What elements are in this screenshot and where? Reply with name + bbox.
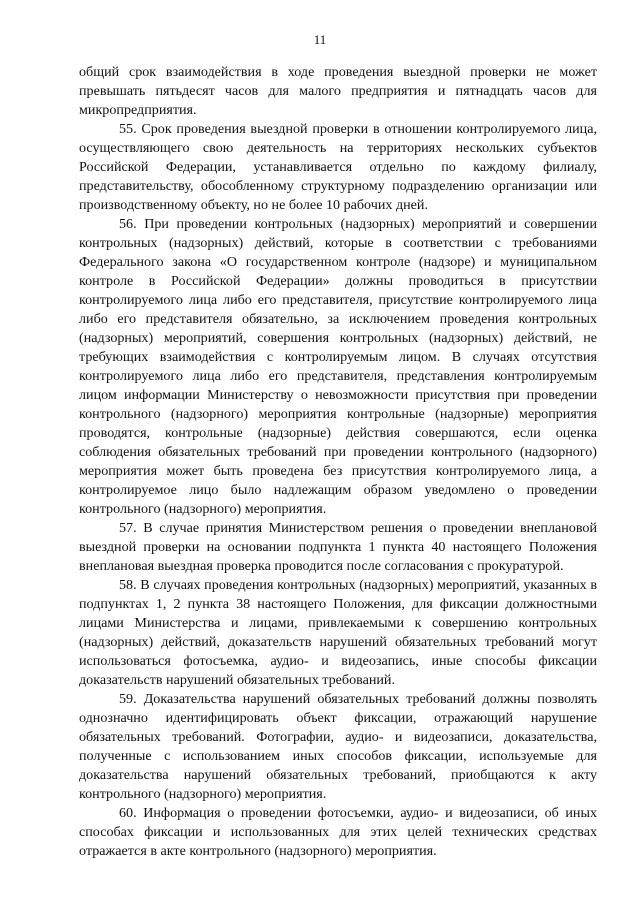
paragraph-continuation: общий срок взаимодействия в ходе проведения выездной проверки не может превышать пятьдесят часов для малого предприятия и пятнадцать часов для микропредприятия.: [79, 64, 597, 118]
paragraph-55: 55. Срок проведения выездной проверки в отношении контролируемого лица, осуществляющего свою деятельность на территориях нескольких субъектов Российской Федерации, устанавливается отдельно по каждому филиалу, представительству, обособленному структурному подразделению организации или производственному объекту, но не более 10 рабочих дней.: [79, 121, 597, 213]
paragraph-57: 57. В случае принятия Министерством решения о проведении внеплановой выездной проверки на основании подпункта 1 пункта 40 настоящего Положения внеплановая выездная проверка проводится после согласования с прокуратурой.: [79, 520, 597, 574]
paragraph-58: 58. В случаях проведения контрольных (надзорных) мероприятий, указанных в подпунктах 1, 2 пункта 38 настоящего Положения, для фиксации должностными лицами Министерства и лицами, привлекаемыми к совершению контрольных (надзорных) действий, доказательств нарушений обязательных требований могут использоваться фотосъемка, аудио- и видеозапись, иные способы фиксации доказательств нарушений обязательных требований.: [79, 577, 597, 688]
paragraph-59: 59. Доказательства нарушений обязательных требований должны позволять однозначно идентифицировать объект фиксации, отражающий нарушение обязательных требований. Фотографии, аудио- и видеозаписи, доказательства, полученные с использованием иных способов фиксации, используемые для доказательства нарушений обязательных требований, приобщаются к акту контрольного (надзорного) мероприятия.: [79, 691, 597, 802]
paragraph-56: 56. При проведении контрольных (надзорных) мероприятий и совершении контрольных (надзорных) действий, которые в соответствии с требованиями Федерального закона «О государственном контроле (надзоре) и муниципальном контроле в Российской Федерации» должны проводиться в присутствии контролируемого лица либо его представителя, присутствие контролируемого лица либо его представителя обязательно, за исключением проведения контрольных (надзорных) мероприятий, совершения контрольных (надзорных) действий, не требующих взаимодействия с контролируемым лицом. В случаях отсутствия контролируемого лица либо его представителя, представления контролируемым лицом информации Министерству о невозможности присутствия при проведении контрольного (надзорного) мероприятия контрольные (надзорные) мероприятия проводятся, контрольные (надзорные) действия совершаются, если оценка соблюдения обязательных требований при проведении контрольного (надзорного) мероприятия может быть проведена без присутствия контролируемого лица, а контролируемое лицо было надлежащим образом уведомлено о проведении контрольного (надзорного) мероприятия.: [79, 216, 597, 517]
paragraph-60: 60. Информация о проведении фотосъемки, аудио- и видеозаписи, об иных способах фиксации и использованных для этих целей технических средствах отражается в акте контрольного (надзорного) мероприятия.: [79, 805, 597, 859]
document-body: [79, 63, 597, 861]
page-number: 11: [313, 32, 327, 47]
